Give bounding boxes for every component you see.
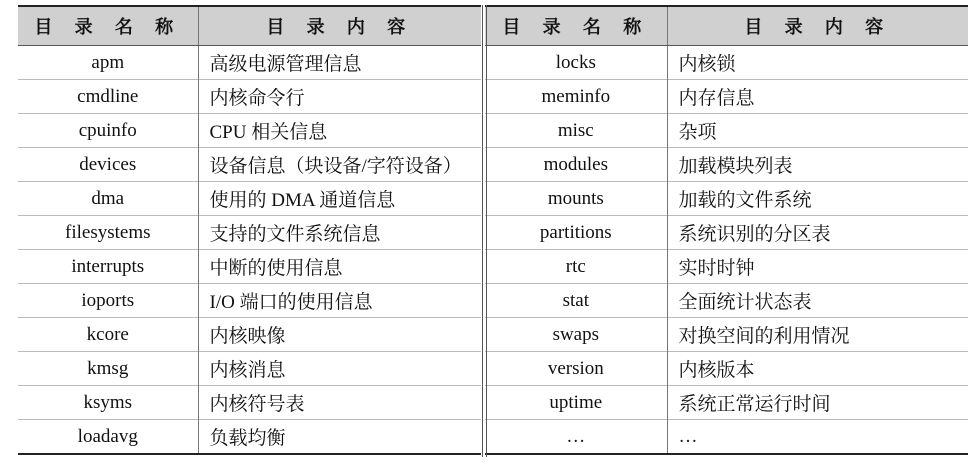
dir-content-cell: 设备信息（块设备/字符设备）	[198, 148, 481, 182]
dir-name-cell: filesystems	[18, 216, 198, 250]
dir-content-cell: I/O 端口的使用信息	[198, 284, 481, 318]
dir-content-cell: 加载的文件系统	[667, 182, 968, 216]
table-row	[485, 216, 968, 250]
dir-content-cell: 内核锁	[667, 46, 968, 80]
dir-name-cell: apm	[91, 51, 125, 73]
dir-name-cell: modules	[485, 148, 667, 182]
dir-name-cell: ksyms	[18, 386, 198, 420]
table-row	[485, 386, 968, 420]
table-row	[18, 386, 481, 420]
table-row	[485, 420, 968, 455]
dir-content-cell: 使用的 DMA 通道信息	[198, 182, 481, 216]
dir-name-cell: partitions	[485, 216, 667, 250]
dir-name-cell: ioports	[18, 284, 198, 318]
table-row	[18, 216, 481, 250]
dir-name-cell: kcore	[18, 318, 198, 352]
table-row	[485, 250, 968, 284]
table-row	[18, 182, 481, 216]
dir-content-cell: 内核命令行	[198, 80, 481, 114]
table-row	[18, 114, 481, 148]
dir-name-cell: swaps	[485, 318, 667, 352]
table-row	[18, 318, 481, 352]
header-dir-name: 目 录 名 称	[18, 6, 198, 46]
dir-content-cell: 加载模块列表	[667, 148, 968, 182]
table-row	[485, 114, 968, 148]
dir-content-cell: CPU 相关信息	[198, 114, 481, 148]
right-table-body	[485, 46, 968, 455]
dir-content-cell: 内核映像	[198, 318, 481, 352]
table-row	[18, 352, 481, 386]
dir-content-cell: 中断的使用信息	[198, 250, 481, 284]
table-row	[485, 318, 968, 352]
table-row	[485, 46, 968, 80]
dir-name-cell: locks	[555, 51, 596, 73]
dir-content-cell: 系统正常运行时间	[667, 386, 968, 420]
dir-name-cell: uptime	[485, 386, 667, 420]
dir-name-cell: cmdline	[18, 80, 198, 114]
table-row	[18, 250, 481, 284]
proc-directory-table	[18, 5, 968, 455]
dir-content-cell: 实时时钟	[667, 250, 968, 284]
dir-name-cell: kmsg	[18, 352, 198, 386]
dir-name-cell: loadavg	[18, 420, 198, 455]
header-row	[18, 6, 481, 46]
table-row	[18, 148, 481, 182]
dir-content-cell: 内核符号表	[198, 386, 481, 420]
header-dir-name: 目 录 名 称	[485, 6, 667, 46]
dir-name-cell: …	[485, 420, 667, 455]
left-table	[18, 5, 481, 455]
header-dir-content: 目 录 内 容	[198, 6, 481, 46]
table-divider	[486, 5, 487, 457]
dir-content-cell: 内存信息	[667, 80, 968, 114]
table-row	[18, 46, 481, 80]
dir-content-cell: 内核消息	[198, 352, 481, 386]
dir-content-cell: 全面统计状态表	[667, 284, 968, 318]
table-row	[485, 182, 968, 216]
table-row	[18, 284, 481, 318]
dir-content-cell: …	[667, 420, 968, 455]
dir-name-cell: meminfo	[485, 80, 667, 114]
dir-name-cell: stat	[485, 284, 667, 318]
left-table-body	[18, 46, 481, 455]
table-row	[485, 148, 968, 182]
dir-name-cell: dma	[18, 182, 198, 216]
dir-content-cell: 支持的文件系统信息	[198, 216, 481, 250]
dir-name-cell: version	[485, 352, 667, 386]
dir-name-cell: mounts	[485, 182, 667, 216]
dir-content-cell: 负载均衡	[198, 420, 481, 455]
table-divider	[482, 5, 483, 457]
table-row	[18, 420, 481, 455]
table-row	[485, 352, 968, 386]
header-dir-content: 目 录 内 容	[667, 6, 968, 46]
table-row	[485, 284, 968, 318]
table-row	[485, 80, 968, 114]
dir-name-cell: interrupts	[18, 250, 198, 284]
table-row	[18, 80, 481, 114]
dir-content-cell: 对换空间的利用情况	[667, 318, 968, 352]
dir-name-cell: misc	[485, 114, 667, 148]
right-table	[485, 5, 968, 455]
dir-name-cell: rtc	[485, 250, 667, 284]
dir-name-cell: cpuinfo	[18, 114, 198, 148]
dir-content-cell: 高级电源管理信息	[198, 46, 481, 80]
dir-content-cell: 系统识别的分区表	[667, 216, 968, 250]
header-row	[485, 6, 968, 46]
dir-content-cell: 杂项	[667, 114, 968, 148]
dir-name-cell: devices	[18, 148, 198, 182]
dir-content-cell: 内核版本	[667, 352, 968, 386]
